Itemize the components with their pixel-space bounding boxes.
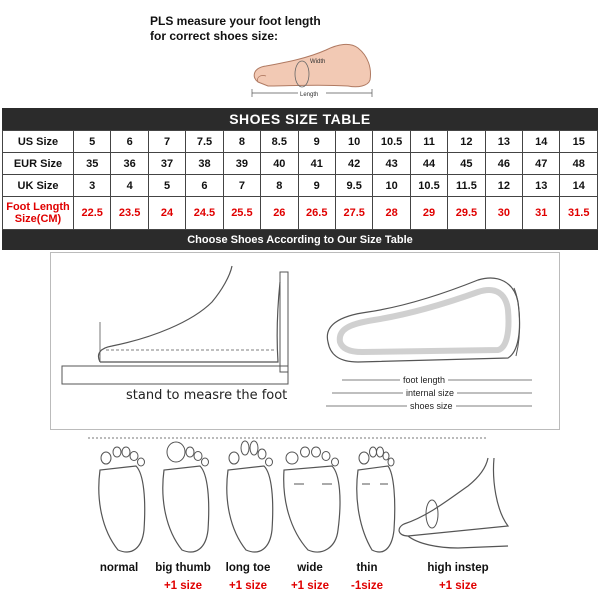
foot-length-cell: 26.5 — [298, 197, 335, 230]
size-cell: 10.5 — [410, 175, 447, 197]
size-cell: 12 — [448, 131, 485, 153]
choose-shoes-banner: Choose Shoes According to Our Size Table — [2, 230, 598, 250]
size-cell: 46 — [485, 153, 522, 175]
foot-types-labels — [88, 562, 588, 598]
size-cell: 14 — [523, 131, 560, 153]
length-label: Length — [300, 92, 319, 98]
size-cell: 8.5 — [261, 131, 298, 153]
size-cell: 48 — [560, 153, 598, 175]
size-cell: 10.5 — [373, 131, 410, 153]
size-cell: 8 — [261, 175, 298, 197]
width-label: Width — [310, 59, 326, 65]
size-row — [3, 131, 598, 153]
size-cell: 5 — [148, 175, 185, 197]
thin-foot-icon — [357, 447, 395, 552]
size-cell: 44 — [410, 153, 447, 175]
foot-adjust-wide: +1 size — [290, 580, 330, 592]
size-cell: 40 — [261, 153, 298, 175]
size-cell: 9.5 — [335, 175, 372, 197]
size-cell: 11 — [410, 131, 447, 153]
foot-type-normal: normal — [99, 562, 139, 574]
foot-adjust-high-instep: +1 size — [438, 580, 478, 592]
legend-shoes-size: shoes size — [407, 401, 456, 411]
stand-label: stand to measre the foot — [126, 388, 288, 403]
foot-length-row — [3, 197, 598, 230]
size-cell: 10 — [373, 175, 410, 197]
size-cell: 45 — [448, 153, 485, 175]
size-cell: 39 — [223, 153, 260, 175]
size-cell: 15 — [560, 131, 598, 153]
size-cell: 9 — [298, 175, 335, 197]
size-cell: 9 — [298, 131, 335, 153]
size-cell: 14 — [560, 175, 598, 197]
foot-length-cell: 23.5 — [111, 197, 148, 230]
foot-length-cell: 26 — [261, 197, 298, 230]
size-cell: 37 — [148, 153, 185, 175]
foot-types-illustration — [88, 440, 588, 558]
foot-length-cell: 31 — [523, 197, 560, 230]
size-cell: 8 — [223, 131, 260, 153]
foot-type-long-toe: long toe — [225, 562, 271, 574]
size-table — [2, 108, 598, 250]
foot-type-wide: wide — [297, 562, 323, 574]
foot-length-cell: 29.5 — [448, 197, 485, 230]
size-cell: 36 — [111, 153, 148, 175]
size-cell: 11.5 — [448, 175, 485, 197]
legend-foot-length: foot length — [400, 375, 448, 385]
legend-internal-size: internal size — [403, 388, 457, 398]
size-row-label: UK Size — [3, 175, 74, 197]
size-cell: 6 — [186, 175, 223, 197]
shoe-section-illustration — [318, 272, 538, 372]
size-table-grid — [2, 130, 598, 230]
size-cell: 10 — [335, 131, 372, 153]
size-cell: 5 — [74, 131, 111, 153]
foot-length-cell: 31.5 — [560, 197, 598, 230]
size-cell: 41 — [298, 153, 335, 175]
size-row — [3, 175, 598, 197]
foot-length-cell: 25.5 — [223, 197, 260, 230]
size-row-label: EUR Size — [3, 153, 74, 175]
size-cell: 13 — [523, 175, 560, 197]
instruction-line-1: PLS measure your foot length — [150, 14, 321, 28]
foot-type-big-thumb: big thumb — [155, 562, 211, 574]
instruction-line-2: for correct shoes size: — [150, 29, 279, 43]
foot-length-label-line1: Foot Length — [6, 201, 70, 213]
foot-measure-illustration — [238, 38, 398, 100]
foot-length-cell: 29 — [410, 197, 447, 230]
big-thumb-foot-icon — [163, 442, 209, 552]
foot-length-cell: 24.5 — [186, 197, 223, 230]
foot-length-cell: 22.5 — [74, 197, 111, 230]
foot-adjust-big-thumb: +1 size — [163, 580, 203, 592]
size-cell: 12 — [485, 175, 522, 197]
size-row — [3, 153, 598, 175]
high-instep-foot-icon — [399, 458, 508, 548]
size-cell: 6 — [111, 131, 148, 153]
size-table-title: SHOES SIZE TABLE — [2, 108, 598, 130]
long-toe-foot-icon — [227, 441, 273, 552]
size-cell: 43 — [373, 153, 410, 175]
size-cell: 42 — [335, 153, 372, 175]
foot-type-high-instep: high instep — [427, 562, 489, 574]
size-cell: 47 — [523, 153, 560, 175]
normal-foot-icon — [99, 447, 145, 552]
stand-measure-illustration — [52, 262, 292, 392]
foot-adjust-thin: -1size — [351, 580, 383, 592]
foot-length-label-line2: Size(CM) — [14, 213, 62, 225]
size-row-label: US Size — [3, 131, 74, 153]
foot-adjust-long-toe: +1 size — [228, 580, 268, 592]
size-cell: 7 — [223, 175, 260, 197]
foot-length-label — [3, 197, 74, 230]
foot-type-thin: thin — [356, 562, 378, 574]
foot-length-cell: 28 — [373, 197, 410, 230]
foot-length-cell: 27.5 — [335, 197, 372, 230]
size-cell: 7 — [148, 131, 185, 153]
size-cell: 13 — [485, 131, 522, 153]
foot-length-cell: 30 — [485, 197, 522, 230]
foot-length-cell: 24 — [148, 197, 185, 230]
size-cell: 7.5 — [186, 131, 223, 153]
size-cell: 35 — [74, 153, 111, 175]
size-cell: 38 — [186, 153, 223, 175]
wide-foot-icon — [284, 447, 340, 552]
size-cell: 4 — [111, 175, 148, 197]
size-cell: 3 — [74, 175, 111, 197]
